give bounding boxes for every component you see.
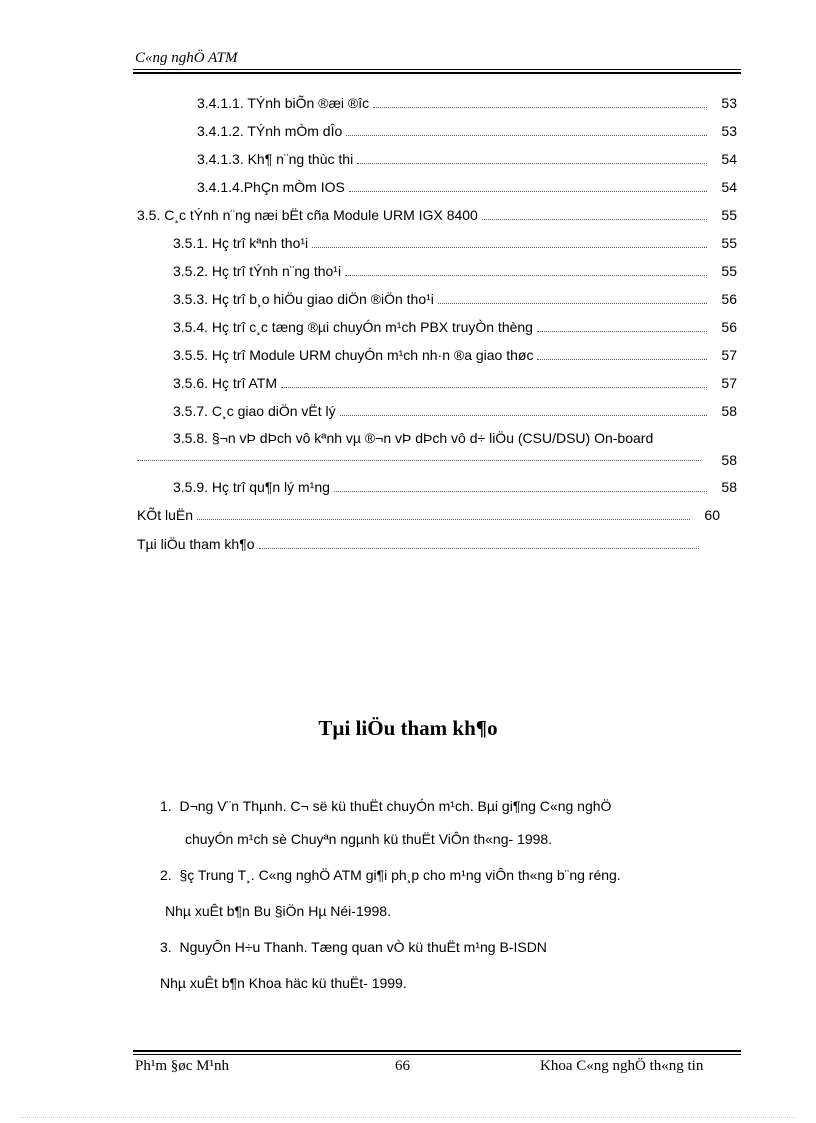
toc-entry — [137, 507, 720, 523]
toc-entry-page: 53 — [721, 123, 737, 139]
toc-entry-title: KÕt luËn — [137, 507, 194, 523]
reference-item-cont: Nhµ xuÊt b¶n Khoa häc kü thuËt- 1999. — [160, 975, 407, 991]
reference-item: 3. NguyÔn H÷u Thanh. Tæng quan vÒ kü thuËt m¹ng B-ISDN — [160, 939, 547, 955]
reference-item-cont: chuyÓn m¹ch sè Chuyªn ngµnh kü thuËt ViÔn th«ng- 1998. — [185, 831, 553, 847]
toc-entry-page: 55 — [721, 263, 737, 279]
toc-entry-title: 3.5.3. Hç trî b¸o hiÖu giao diÖn ®iÖn tho¹i — [173, 291, 434, 307]
toc-entry-page: 57 — [721, 375, 737, 391]
toc-entry-title: 3.5.7. C¸c giao diÖn vËt lý — [173, 403, 336, 419]
toc-entry-title: 3.5.6. Hç trî ATM — [173, 375, 277, 391]
toc-entry-title: Tµi liÖu tham kh¶o — [137, 536, 255, 552]
toc-entry — [173, 319, 737, 335]
reference-item: 2. §ç Trung T¸. C«ng nghÖ ATM gi¶i ph¸p cho m¹ng viÔn th«ng b¨ng réng. — [160, 867, 621, 883]
toc-entry-page: 56 — [721, 291, 737, 307]
toc-entry-page: 58 — [721, 452, 737, 468]
footer-rule — [133, 1054, 741, 1055]
toc-entry — [173, 375, 737, 391]
toc-entry-title: 3.5.9. Hç trî qu¶n lý m¹ng — [173, 479, 330, 495]
references-title: Tµi liÖu tham kh¶o — [318, 716, 498, 740]
toc-entry — [173, 263, 737, 279]
toc-entry-title: 3.5. C¸c tÝnh n¨ng næi bËt cña Module URM IGX 8400 — [137, 207, 478, 223]
toc-entry — [173, 347, 737, 363]
header-rule-thick — [133, 72, 741, 74]
toc-entry — [197, 123, 737, 139]
toc-entry-page: 58 — [721, 479, 737, 495]
toc-entry-title: 3.4.1.1. TÝnh biÕn ®æi ®îc — [197, 95, 370, 111]
toc-entry-page: 54 — [721, 179, 737, 195]
reference-item-cont: Nhµ xuÊt b¶n Bu §iÖn Hµ Néi-1998. — [165, 903, 391, 919]
toc-entry — [173, 403, 737, 419]
toc-entry-page: 56 — [721, 319, 737, 335]
toc-entry-page: 55 — [721, 235, 737, 251]
toc-entry-title: 3.5.8. §¬n vÞ dÞch vô kªnh vµ ®¬n vÞ dÞch vô d÷ liÖu (CSU/DSU) On-board — [173, 430, 654, 446]
toc-entry — [137, 207, 737, 223]
toc-entry-title: 3.4.1.4.PhÇn mÒm IOS — [197, 179, 345, 195]
footer-page-number: 66 — [395, 1058, 410, 1074]
toc-entry-title: 3.4.1.3. Kh¶ n¨ng thùc thi — [197, 151, 354, 167]
reference-item: 1. D¬ng V¨n Thµnh. C¬ së kü thuËt chuyÓn m¹ch. Bµi gi¶ng C«ng nghÖ — [160, 798, 612, 814]
page-bottom-border — [20, 1117, 796, 1118]
header-rule — [133, 69, 741, 70]
toc-entry — [173, 479, 737, 495]
toc-entry — [137, 536, 703, 552]
toc-entry-page: 58 — [721, 403, 737, 419]
toc-entry-page: 57 — [721, 347, 737, 363]
toc-entry-page: 60 — [704, 507, 720, 523]
toc-entry-title: 3.5.2. Hç trî tÝnh n¨ng tho¹i — [173, 263, 342, 279]
toc-entry — [197, 95, 737, 111]
toc-entry-title: 3.5.4. Hç trî c¸c tæng ®µi chuyÓn m¹ch PBX truyÒn thèng — [173, 319, 533, 335]
toc-entry-title: 3.5.1. Hç trî kªnh tho¹i — [173, 235, 309, 251]
toc-entry-page: 54 — [721, 151, 737, 167]
toc-entry — [197, 179, 737, 195]
toc-entry-leader — [137, 452, 737, 468]
footer-department: Khoa C«ng nghÖ th«ng tin — [540, 1058, 704, 1074]
toc-entry — [173, 235, 737, 251]
header-title: C«ng nghÖ ATM — [135, 50, 238, 66]
footer-author: Ph¹m §øc M¹nh — [135, 1058, 229, 1074]
toc-entry-page: 53 — [721, 95, 737, 111]
footer-rule-thick — [133, 1050, 741, 1052]
toc-entry-title: 3.4.1.2. TÝnh mÒm dÎo — [197, 123, 343, 139]
toc-entry — [197, 151, 737, 167]
toc-entry-title: 3.5.5. Hç trî Module URM chuyÓn m¹ch nh·n ®a giao thøc — [173, 347, 534, 363]
toc-entry — [173, 291, 737, 307]
toc-entry-page: 55 — [721, 207, 737, 223]
